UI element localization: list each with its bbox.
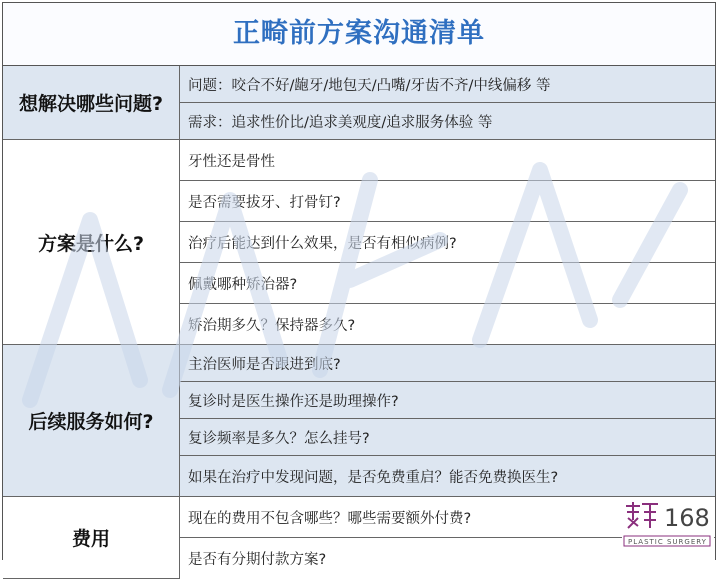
list-item: 矫治期多久？保持器多久? xyxy=(180,304,716,345)
list-item: 现在的费用不包含哪些？哪些需要额外付费? xyxy=(180,497,716,538)
list-item: 复诊时是医生操作还是助理操作? xyxy=(180,382,716,419)
list-item: 需求：追求性价比/追求美观度/追求服务体验 等 xyxy=(180,103,716,140)
checklist-sheet xyxy=(2,2,716,568)
list-item: 牙性还是骨性 xyxy=(180,140,716,181)
category-service: 后续服务如何? xyxy=(3,345,180,497)
brand-logo xyxy=(622,498,714,556)
category-cost: 费用 xyxy=(3,497,180,579)
list-item: 如果在治疗中发现问题，是否免费重启？能否免费换医生? xyxy=(180,456,716,497)
category-plan: 方案是什么? xyxy=(3,140,180,345)
list-item: 是否有分期付款方案? xyxy=(180,538,716,579)
svg-text:168: 168 xyxy=(664,504,710,532)
checklist-table xyxy=(3,66,715,579)
list-item: 佩戴哪种矫治器? xyxy=(180,263,716,304)
list-item: 问题：咬合不好/龅牙/地包天/凸嘴/牙齿不齐/中线偏移 等 xyxy=(180,66,716,103)
svg-text:PLASTIC SURGERY: PLASTIC SURGERY xyxy=(628,538,707,546)
page-title: 正畸前方案沟通清单 xyxy=(3,3,715,66)
list-item: 主治医师是否跟进到底? xyxy=(180,345,716,382)
list-item: 复诊频率是多久？怎么挂号? xyxy=(180,419,716,456)
list-item: 是否需要拔牙、打骨钉? xyxy=(180,181,716,222)
category-problems: 想解决哪些问题? xyxy=(3,66,180,140)
list-item: 治疗后能达到什么效果，是否有相似病例? xyxy=(180,222,716,263)
